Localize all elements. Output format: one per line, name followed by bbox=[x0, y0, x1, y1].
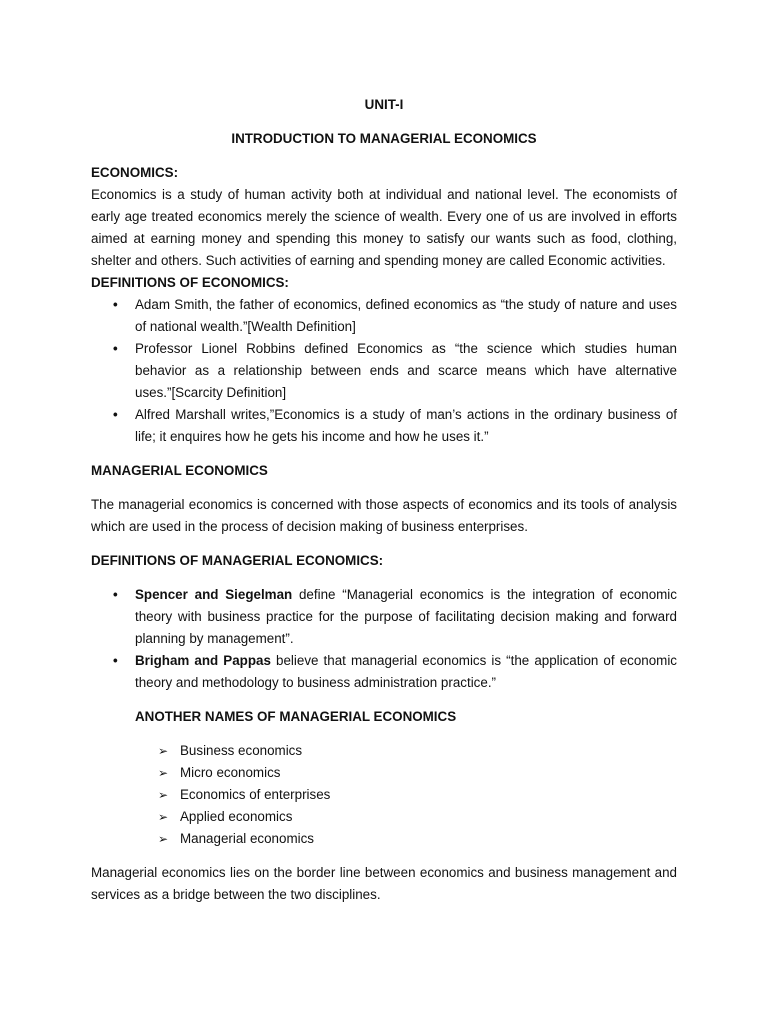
definitions-managerial-heading: DEFINITIONS OF MANAGERIAL ECONOMICS: bbox=[91, 553, 384, 568]
economics-heading: ECONOMICS: bbox=[91, 165, 179, 180]
list-item-text: Adam Smith, the father of economics, defined economics as “the study of nature and uses of national wealth.”[Wealth Definition] bbox=[135, 297, 677, 334]
list-item-text: believe that managerial economics is “the application of economic theory and methodology to business administration practice.” bbox=[135, 653, 677, 690]
list-item-text: Economics of enterprises bbox=[180, 787, 331, 802]
list-item bbox=[158, 762, 677, 784]
document-title: INTRODUCTION TO MANAGERIAL ECONOMICS bbox=[231, 131, 537, 146]
arrow-bullet-icon: ➢ bbox=[158, 744, 169, 758]
bullet-icon: • bbox=[113, 341, 118, 356]
list-item bbox=[113, 584, 677, 650]
bullet-icon: • bbox=[113, 297, 118, 312]
list-item bbox=[113, 404, 677, 448]
document-content bbox=[91, 94, 677, 906]
other-names-list bbox=[91, 740, 677, 850]
list-item bbox=[158, 806, 677, 828]
definitions-managerial-list bbox=[91, 584, 677, 694]
list-item bbox=[113, 650, 677, 694]
spacer bbox=[91, 850, 677, 862]
spacer bbox=[91, 448, 677, 460]
definitions-economics-heading: DEFINITIONS OF ECONOMICS: bbox=[91, 275, 289, 290]
managerial-economics-heading: MANAGERIAL ECONOMICS bbox=[91, 463, 268, 478]
bullet-icon: • bbox=[113, 653, 118, 668]
list-item-text: Micro economics bbox=[180, 765, 281, 780]
arrow-bullet-icon: ➢ bbox=[158, 832, 169, 846]
list-item bbox=[113, 294, 677, 338]
spacer bbox=[91, 728, 677, 740]
definition-author: Spencer and Siegelman bbox=[135, 587, 293, 602]
unit-label: UNIT-I bbox=[364, 97, 404, 112]
arrow-bullet-icon: ➢ bbox=[158, 766, 169, 780]
spacer bbox=[91, 694, 677, 706]
list-item bbox=[158, 784, 677, 806]
list-item bbox=[113, 338, 677, 404]
list-item-text: Alfred Marshall writes,”Economics is a study of man’s actions in the ordinary business of life; it enquires how he gets his income and how he uses it.” bbox=[135, 407, 677, 444]
arrow-bullet-icon: ➢ bbox=[158, 810, 169, 824]
other-names-heading: ANOTHER NAMES OF MANAGERIAL ECONOMICS bbox=[135, 709, 457, 724]
list-item-text: Managerial economics bbox=[180, 831, 314, 846]
list-item bbox=[158, 828, 677, 850]
spacer bbox=[91, 482, 677, 494]
bullet-icon: • bbox=[113, 407, 118, 422]
list-item-text: define “Managerial economics is the integration of economic theory with business practice for the purpose of facilitating decision making and forward planning by management”. bbox=[135, 587, 677, 646]
list-item-text: Applied economics bbox=[180, 809, 293, 824]
spacer bbox=[91, 572, 677, 584]
definition-author: Brigham and Pappas bbox=[135, 653, 271, 668]
arrow-bullet-icon: ➢ bbox=[158, 788, 169, 802]
definitions-economics-list bbox=[91, 294, 677, 448]
closing-paragraph: Managerial economics lies on the border line between economics and business management and services as a bridge between the two disciplines. bbox=[91, 865, 677, 902]
managerial-economics-paragraph: The managerial economics is concerned with those aspects of economics and its tools of analysis which are used in the process of decision making of business enterprises. bbox=[91, 497, 677, 534]
spacer bbox=[91, 538, 677, 550]
list-item-text: Professor Lionel Robbins defined Economics as “the science which studies human behavior as a relationship between ends and scarce means which have alternative uses.”[Scarcity Definition] bbox=[135, 341, 677, 400]
list-item bbox=[158, 740, 677, 762]
list-item-text: Business economics bbox=[180, 743, 303, 758]
bullet-icon: • bbox=[113, 587, 118, 602]
economics-paragraph: Economics is a study of human activity both at individual and national level. The economists of early age treated economics merely the science of wealth. Every one of us are involved in efforts aimed at earning money and spending this money to satisfy our wants such as food, clothing, shelter and others. Such activities of earning and spending money are called Economic activities. bbox=[91, 187, 677, 268]
